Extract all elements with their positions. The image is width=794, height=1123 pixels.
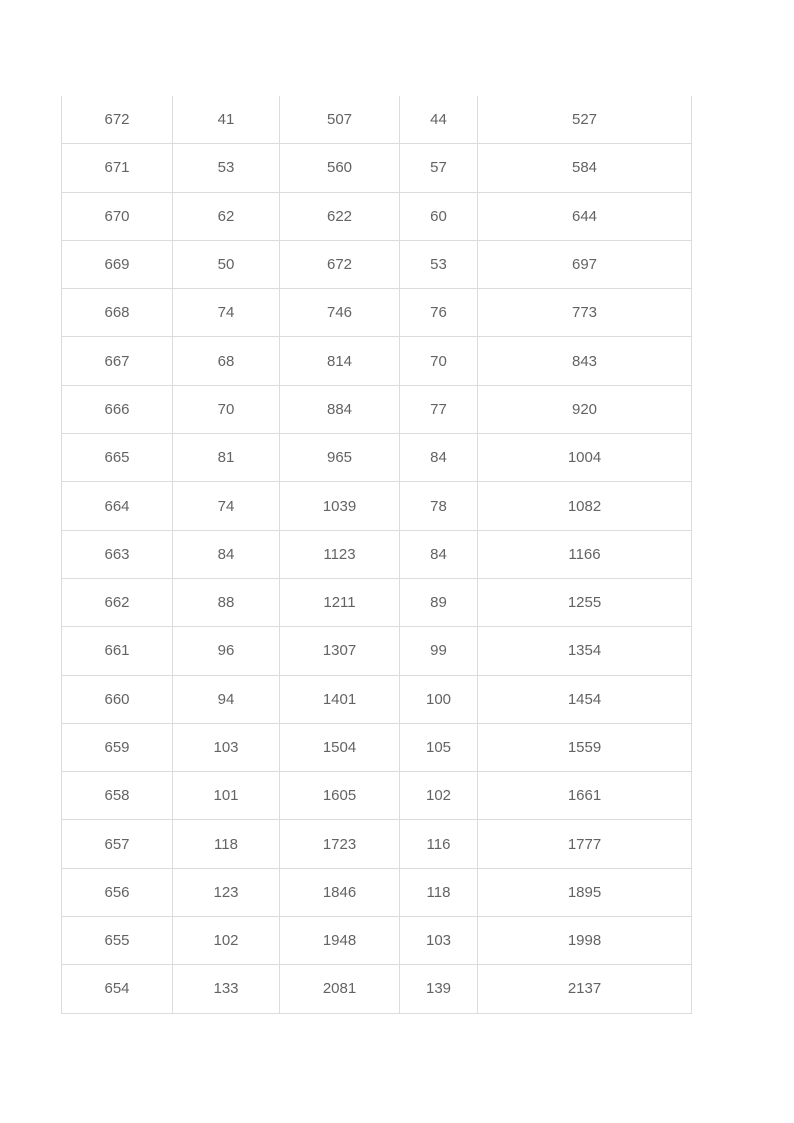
table-cell: 77	[400, 385, 478, 433]
table-cell: 62	[173, 192, 280, 240]
table-cell: 1948	[280, 917, 400, 965]
table-cell: 672	[62, 96, 173, 144]
table-cell: 116	[400, 820, 478, 868]
table-cell: 664	[62, 482, 173, 530]
table-cell: 527	[478, 96, 692, 144]
table-cell: 70	[400, 337, 478, 385]
table-cell: 1082	[478, 482, 692, 530]
table-cell: 655	[62, 917, 173, 965]
table-cell: 658	[62, 772, 173, 820]
table-cell: 1354	[478, 627, 692, 675]
table-cell: 1895	[478, 868, 692, 916]
table-cell: 76	[400, 289, 478, 337]
table-cell: 746	[280, 289, 400, 337]
table-cell: 884	[280, 385, 400, 433]
table-cell: 1211	[280, 578, 400, 626]
table-cell: 139	[400, 965, 478, 1013]
table-cell: 965	[280, 434, 400, 482]
table-cell: 814	[280, 337, 400, 385]
table-cell: 668	[62, 289, 173, 337]
table-cell: 660	[62, 675, 173, 723]
table-cell: 663	[62, 530, 173, 578]
table-cell: 670	[62, 192, 173, 240]
table-row	[62, 240, 692, 288]
table-cell: 74	[173, 289, 280, 337]
table-cell: 57	[400, 144, 478, 192]
table-row	[62, 530, 692, 578]
table-cell: 1998	[478, 917, 692, 965]
table-cell: 89	[400, 578, 478, 626]
table-cell: 41	[173, 96, 280, 144]
table-body	[62, 96, 692, 1013]
table-cell: 507	[280, 96, 400, 144]
table-cell: 697	[478, 240, 692, 288]
table-cell: 96	[173, 627, 280, 675]
table-cell: 88	[173, 578, 280, 626]
table-row	[62, 965, 692, 1013]
table-cell: 118	[400, 868, 478, 916]
table-cell: 99	[400, 627, 478, 675]
table-cell: 60	[400, 192, 478, 240]
table-cell: 84	[173, 530, 280, 578]
table-cell: 661	[62, 627, 173, 675]
table-cell: 657	[62, 820, 173, 868]
table-cell: 1123	[280, 530, 400, 578]
table-cell: 101	[173, 772, 280, 820]
table-cell: 103	[173, 723, 280, 771]
table-cell: 584	[478, 144, 692, 192]
table-cell: 560	[280, 144, 400, 192]
table-row	[62, 482, 692, 530]
table-row	[62, 723, 692, 771]
table-cell: 118	[173, 820, 280, 868]
table-row	[62, 192, 692, 240]
table-cell: 644	[478, 192, 692, 240]
table-cell: 1401	[280, 675, 400, 723]
table-row	[62, 627, 692, 675]
table-cell: 133	[173, 965, 280, 1013]
table-cell: 70	[173, 385, 280, 433]
table-cell: 1723	[280, 820, 400, 868]
table-row	[62, 820, 692, 868]
table-cell: 662	[62, 578, 173, 626]
table-cell: 102	[400, 772, 478, 820]
table-cell: 843	[478, 337, 692, 385]
table-cell: 74	[173, 482, 280, 530]
table-row	[62, 868, 692, 916]
table-row	[62, 578, 692, 626]
table-row	[62, 144, 692, 192]
table-cell: 105	[400, 723, 478, 771]
table-row	[62, 337, 692, 385]
table-cell: 1454	[478, 675, 692, 723]
table-cell: 53	[400, 240, 478, 288]
table-cell: 1777	[478, 820, 692, 868]
table-row	[62, 289, 692, 337]
table-cell: 78	[400, 482, 478, 530]
table-cell: 53	[173, 144, 280, 192]
score-table	[61, 96, 692, 1014]
table-cell: 68	[173, 337, 280, 385]
table-cell: 2081	[280, 965, 400, 1013]
table-cell: 622	[280, 192, 400, 240]
table-row	[62, 675, 692, 723]
table-cell: 1307	[280, 627, 400, 675]
table-row	[62, 96, 692, 144]
table-cell: 84	[400, 434, 478, 482]
table-cell: 50	[173, 240, 280, 288]
table-cell: 2137	[478, 965, 692, 1013]
table-row	[62, 772, 692, 820]
table-cell: 656	[62, 868, 173, 916]
table-cell: 44	[400, 96, 478, 144]
table-cell: 1166	[478, 530, 692, 578]
table-cell: 103	[400, 917, 478, 965]
table-cell: 100	[400, 675, 478, 723]
table-cell: 1004	[478, 434, 692, 482]
table-cell: 654	[62, 965, 173, 1013]
table-cell: 81	[173, 434, 280, 482]
table-cell: 669	[62, 240, 173, 288]
table-cell: 1559	[478, 723, 692, 771]
table-cell: 672	[280, 240, 400, 288]
table-row	[62, 917, 692, 965]
table-cell: 1255	[478, 578, 692, 626]
table-cell: 667	[62, 337, 173, 385]
table-cell: 102	[173, 917, 280, 965]
table-cell: 665	[62, 434, 173, 482]
table-cell: 920	[478, 385, 692, 433]
table-cell: 666	[62, 385, 173, 433]
table-cell: 659	[62, 723, 173, 771]
table-cell: 1039	[280, 482, 400, 530]
table-cell: 1661	[478, 772, 692, 820]
table-row	[62, 434, 692, 482]
table-cell: 1846	[280, 868, 400, 916]
table-cell: 671	[62, 144, 173, 192]
table-cell: 1605	[280, 772, 400, 820]
table-cell: 773	[478, 289, 692, 337]
table-cell: 94	[173, 675, 280, 723]
table-row	[62, 385, 692, 433]
table-cell: 1504	[280, 723, 400, 771]
table-cell: 84	[400, 530, 478, 578]
table-cell: 123	[173, 868, 280, 916]
